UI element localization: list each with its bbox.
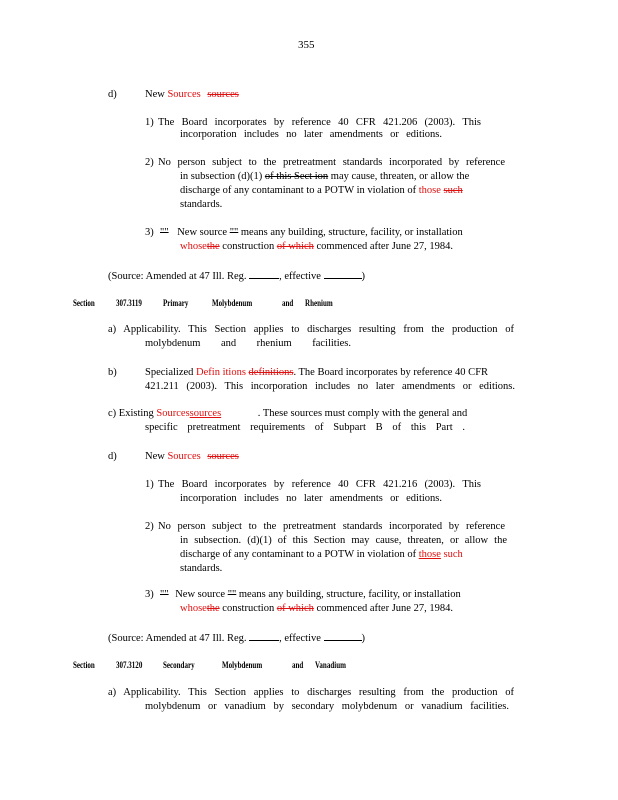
subsection-c-line2: specific pretreatment requirements of Subpart B of this Part . — [145, 422, 465, 433]
text: means any building, structure, facility, or installation — [240, 227, 463, 238]
item-2-line3 — [180, 548, 463, 562]
text: . The Board incorporates by reference 40 CFR — [293, 367, 489, 378]
blank-line — [324, 630, 362, 641]
item-3-number: 3) — [145, 589, 154, 600]
item-3-line1 — [160, 588, 461, 602]
item-2-line2 — [180, 170, 507, 184]
subsection-b-label: b) — [108, 367, 117, 378]
item-2-number: 2) — [145, 157, 154, 168]
section-number: 307.3120 — [116, 660, 143, 670]
item-3-line1 — [160, 226, 463, 240]
item-1-line1: The Board incorporates by reference 40 CFR 421.216 (2003). This — [158, 479, 481, 490]
inserted-text: Sources — [167, 89, 201, 100]
subsection-b-line2: 421.211 (2003). This incorporation includes no later amendments or editions. — [145, 381, 515, 392]
item-1-line2: incorporation includes no later amendments or editions. — [180, 129, 442, 140]
text: construction — [222, 603, 275, 614]
item-1-line1: The Board incorporates by reference 40 CFR 421.206 (2003). This — [158, 117, 481, 128]
text: means any building, structure, facility, or installation — [238, 589, 461, 600]
section-title-word: Vanadium — [315, 660, 346, 670]
text: New source — [177, 227, 228, 238]
item-2-line2: in subsection. (d)(1) of this Section may cause, threaten, or allow the — [180, 535, 507, 546]
source-note — [108, 268, 365, 284]
subsection-d-heading — [145, 88, 239, 102]
inserted-text: Defin itions — [196, 367, 246, 378]
source-note — [108, 630, 365, 646]
deleted-text: "" — [229, 227, 239, 238]
section-number: 307.3119 — [116, 298, 142, 308]
item-2-line1: No person subject to the pretreatment standards incorporated by reference — [158, 521, 505, 532]
deleted-text: "" — [160, 589, 169, 600]
inserted-text: whose — [180, 241, 207, 252]
text: such — [443, 549, 463, 560]
section-title-word: Rhenium — [305, 298, 333, 308]
deleted-text: "" — [160, 227, 169, 238]
applicability-line2: molybdenum and rhenium facilities. — [145, 338, 351, 349]
item-2-number: 2) — [145, 521, 154, 532]
item-2-line4: standards. — [180, 199, 223, 210]
text: discharge of any contaminant to a POTW in violation of — [180, 185, 417, 196]
section-label: Section — [73, 298, 95, 308]
text: New source — [175, 589, 226, 600]
item-2-line4: standards. — [180, 563, 223, 574]
text: Specialized — [145, 367, 194, 378]
inserted-text: those — [418, 549, 441, 560]
applicability-line1: a) Applicability. This Section applies to discharges resulting from the production of — [108, 687, 514, 698]
inserted-text: whose — [180, 603, 207, 614]
section-title-word: and — [282, 298, 294, 308]
text: in subsection (d)(1) — [180, 171, 263, 182]
inserted-text: Sources — [167, 451, 201, 462]
text: . These sources must comply with the general and — [257, 408, 468, 419]
text: (Source: Amended at 47 Ill. Reg. — [108, 633, 247, 644]
item-2-line3 — [180, 184, 463, 198]
text: (Source: Amended at 47 Ill. Reg. — [108, 271, 247, 282]
page-number: 355 — [298, 39, 315, 51]
item-1-number: 1) — [145, 479, 154, 490]
text: commenced after June 27, 1984. — [316, 603, 453, 614]
applicability-line2: molybdenum or vanadium by secondary molybdenum or vanadium facilities. — [145, 701, 509, 712]
deleted-text: of which — [276, 241, 314, 252]
inserted-text: Sources — [156, 408, 190, 419]
item-1-line2: incorporation includes no later amendments or editions. — [180, 493, 442, 504]
item-3-line2 — [180, 602, 453, 616]
subsection-d-heading — [145, 450, 239, 464]
subsection-c-line1 — [108, 407, 467, 421]
text: ) — [361, 633, 366, 644]
deleted-text: such — [443, 185, 463, 196]
item-2-line1: No person subject to the pretreatment standards incorporated by reference — [158, 157, 505, 168]
item-3-line2 — [180, 240, 453, 254]
blank-line — [249, 268, 279, 279]
applicability-line1: a) Applicability. This Section applies to discharges resulting from the production of — [108, 324, 514, 335]
text: construction — [222, 241, 275, 252]
item-1-number: 1) — [145, 117, 154, 128]
section-title-word: and — [292, 660, 304, 670]
deleted-text: "" — [227, 589, 237, 600]
heading-text: New — [145, 451, 165, 462]
text: , effective — [279, 633, 321, 644]
blank-line — [324, 268, 362, 279]
text: c) Existing — [108, 408, 154, 419]
subsection-d-label: d) — [108, 451, 117, 462]
text: , effective — [279, 271, 321, 282]
subsection-b-line1 — [145, 366, 488, 380]
deleted-text: sources — [207, 89, 239, 100]
deleted-text: of this Sect ion — [264, 171, 329, 182]
item-3-number: 3) — [145, 227, 154, 238]
text: commenced after June 27, 1984. — [316, 241, 453, 252]
section-label: Section — [73, 660, 95, 670]
deleted-text: sources — [207, 451, 239, 462]
text: discharge of any contaminant to a POTW in violation of — [180, 549, 417, 560]
deleted-text: of which — [276, 603, 314, 614]
section-title-word: Molybdenum — [222, 660, 263, 670]
text: ) — [361, 271, 366, 282]
deleted-text: the — [206, 241, 220, 252]
section-title-word: Molybdenum — [212, 298, 253, 308]
section-title-word: Primary — [163, 298, 189, 308]
inserted-text: those — [418, 185, 441, 196]
blank-line — [249, 630, 279, 641]
deleted-text: definitions — [248, 367, 294, 378]
subsection-d-label: d) — [108, 89, 117, 100]
deleted-text: the — [206, 603, 220, 614]
text: may cause, threaten, or allow the — [330, 171, 470, 182]
heading-text: New — [145, 89, 165, 100]
section-title-word: Secondary — [163, 660, 195, 670]
inserted-text: sources — [189, 408, 222, 419]
